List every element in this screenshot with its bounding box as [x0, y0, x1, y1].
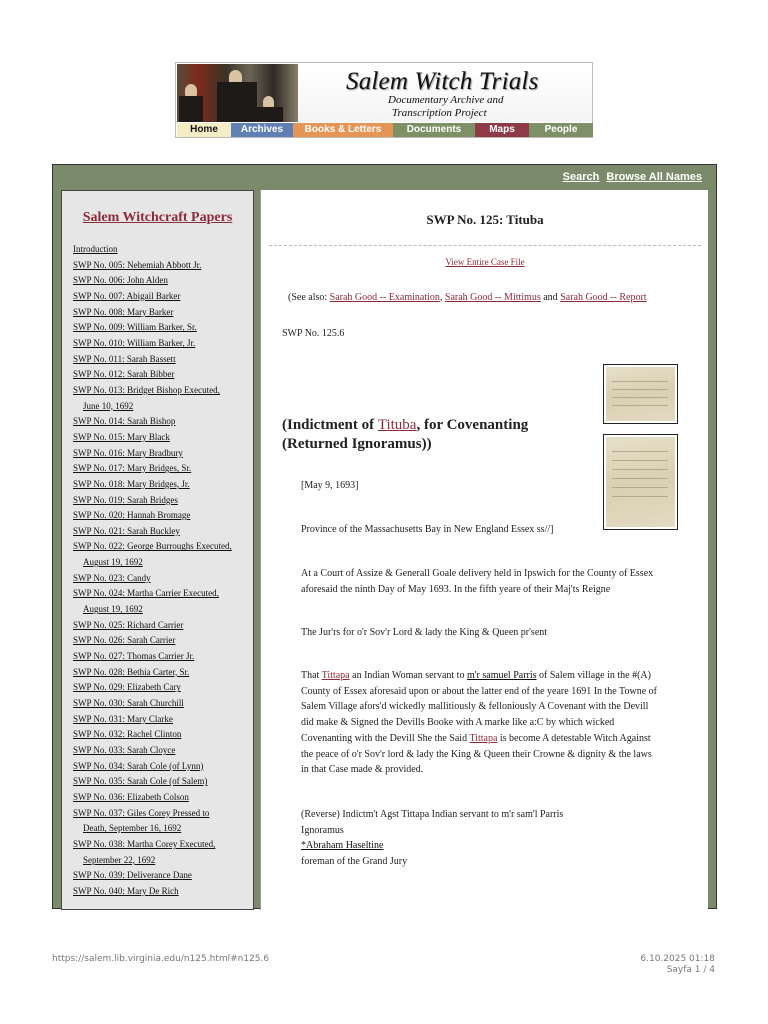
tittapa-link[interactable]: Tittapa: [321, 670, 350, 681]
sidebar-item-label[interactable]: SWP No. 019: Sarah Bridges: [73, 494, 178, 505]
document-title-suffix: , for Covenanting: [416, 417, 529, 433]
sidebar-item[interactable]: [73, 743, 253, 759]
province-line: Province of the Massachusetts Bay in New England Essex ss//]: [301, 524, 554, 535]
abraham-haseltine-link[interactable]: *Abraham Haseltine: [301, 840, 384, 852]
nav-books-letters[interactable]: Books & Letters: [293, 123, 393, 137]
document-title-line2: (Returned Ignoramus)): [282, 436, 432, 452]
sidebar-item-label[interactable]: SWP No. 022: George Burroughs Executed,: [73, 541, 232, 552]
nav-archives[interactable]: Archives: [231, 123, 293, 137]
sidebar-item-label[interactable]: SWP No. 037: Giles Corey Pressed to: [73, 807, 210, 818]
search-link[interactable]: Search: [562, 171, 600, 183]
see-also-link-mittimus[interactable]: Sarah Good -- Mittimus: [444, 292, 541, 303]
paragraph-line: Salem Village afors'd wickedly mallitiously & felloniously A Covenant with the Devill: [301, 701, 649, 713]
sidebar-item[interactable]: [73, 461, 253, 477]
sidebar-item[interactable]: [73, 352, 253, 368]
sidebar-item[interactable]: [73, 774, 253, 790]
nav-people[interactable]: People: [529, 123, 593, 137]
nav-documents[interactable]: Documents: [393, 123, 475, 137]
sidebar-item-label[interactable]: SWP No. 020: Hannah Bromage: [73, 510, 191, 521]
tittapa-link-2[interactable]: Tittapa: [469, 732, 498, 744]
sidebar-item-label[interactable]: SWP No. 031: Mary Clarke: [73, 713, 173, 724]
sidebar-item-label[interactable]: SWP No. 039: Deliverance Dane: [73, 870, 192, 881]
document-number: SWP No. 125.6: [282, 328, 345, 339]
sidebar-item-label[interactable]: SWP No. 040: Mary De Rich: [73, 885, 179, 896]
sidebar-item[interactable]: [73, 586, 253, 617]
reverse-line: Ignoramus: [301, 824, 344, 836]
sidebar-item-label[interactable]: SWP No. 012: Sarah Bibber: [73, 369, 175, 380]
sidebar-item[interactable]: [73, 837, 253, 868]
jurors-line: The Jur'rs for o'r Sov'r Lord & lady the King & Queen pr'sent: [301, 627, 548, 638]
site-title: Salem Witch Trials: [346, 68, 539, 95]
text-span: That: [301, 670, 322, 681]
sidebar-item-label[interactable]: SWP No. 011: Sarah Bassett: [73, 353, 176, 364]
sidebar-item[interactable]: [73, 680, 253, 696]
site-subtitle-line2: Transcription Project: [392, 107, 487, 119]
sidebar-item[interactable]: [73, 273, 253, 289]
court-line: At a Court of Assize & Generall Goale delivery held in Ipswich for the County of Essex: [301, 568, 654, 579]
sidebar-item-label[interactable]: SWP No. 025: Richard Carrier: [73, 619, 184, 630]
sidebar-item[interactable]: [73, 539, 253, 570]
manuscript-thumbnail-2[interactable]: [603, 434, 678, 530]
sidebar-item[interactable]: [73, 430, 253, 446]
banner-painting-image: [177, 64, 298, 122]
sidebar-item-label[interactable]: SWP No. 028: Bethia Carter, Sr.: [73, 666, 190, 677]
browse-all-names-link[interactable]: Browse All Names: [606, 171, 702, 183]
paragraph-line: the peace of o'r Sov'r lord & lady the King & Queen their Crowne & dignity & the laws: [301, 748, 652, 760]
sidebar-item-label-continued[interactable]: Death, September 16, 1692: [83, 823, 182, 834]
sidebar-item[interactable]: [73, 806, 253, 837]
text-span: Covenanting with the Devill She the Said: [301, 732, 470, 744]
sidebar-item-label[interactable]: SWP No. 018: Mary Bridges, Jr.: [73, 478, 190, 489]
sidebar-item[interactable]: [73, 633, 253, 649]
sidebar-item-label-continued[interactable]: September 22, 1692: [83, 854, 156, 865]
sidebar: [61, 190, 254, 910]
sidebar-item-label-continued[interactable]: June 10, 1692: [83, 400, 134, 411]
sidebar-item[interactable]: [73, 618, 253, 634]
sidebar-item[interactable]: [73, 336, 253, 352]
see-also-link-examination[interactable]: Sarah Good -- Examination: [329, 292, 440, 303]
sidebar-item[interactable]: [73, 446, 253, 462]
sidebar-item[interactable]: [73, 477, 253, 493]
text-span: an Indian Woman servant to: [349, 670, 467, 681]
reverse-note: [301, 807, 563, 870]
sidebar-item[interactable]: [73, 790, 253, 806]
see-also-link-report[interactable]: Sarah Good -- Report: [560, 292, 647, 303]
sidebar-item[interactable]: [73, 367, 253, 383]
sidebar-item-label[interactable]: SWP No. 027: Thomas Carrier Jr.: [73, 651, 195, 662]
sidebar-item-label-continued[interactable]: August 19, 1692: [83, 604, 143, 615]
divider: [269, 245, 701, 246]
manuscript-thumbnail-1[interactable]: [603, 364, 678, 424]
sidebar-title-link[interactable]: Salem Witchcraft Papers: [82, 210, 233, 225]
main-navigation: [177, 123, 593, 137]
main-content: [260, 190, 708, 910]
sidebar-item-label[interactable]: SWP No. 032: Rachel Clinton: [73, 729, 182, 740]
sidebar-item[interactable]: [73, 383, 253, 414]
sidebar-item[interactable]: [73, 524, 253, 540]
sidebar-item[interactable]: [73, 414, 253, 430]
manuscript-image: [606, 367, 675, 421]
court-line: aforesaid the ninth Day of May 1693. In the fifth yeare of their Maj'ts Reigne: [301, 583, 611, 595]
sidebar-item[interactable]: [73, 712, 253, 728]
document-title: [282, 416, 528, 454]
sidebar-item[interactable]: [73, 884, 253, 900]
page-title: SWP No. 125: Tituba: [426, 212, 544, 227]
text-span: of Salem village in the #(A): [536, 670, 651, 681]
top-links: [559, 171, 702, 183]
paragraph-line: County of Essex aforesaid upon or about the latter end of the yeare 1691 In the Towne of: [301, 685, 657, 697]
sidebar-item-label[interactable]: SWP No. 029: Elizabeth Cary: [73, 682, 181, 693]
site-banner: [175, 62, 593, 138]
sidebar-item[interactable]: [73, 759, 253, 775]
sidebar-item-label[interactable]: SWP No. 035: Sarah Cole (of Salem): [73, 776, 208, 787]
see-also-prefix: (See also:: [288, 292, 330, 303]
sidebar-item[interactable]: [73, 242, 253, 258]
see-also-separator: ,: [439, 292, 445, 303]
content-frame: [52, 164, 717, 909]
print-footer-url: https://salem.lib.virginia.edu/n125.html#n125.6: [52, 954, 270, 964]
sidebar-item-label[interactable]: SWP No. 021: Sarah Buckley: [73, 525, 180, 536]
sidebar-item[interactable]: [73, 493, 253, 509]
print-footer-datetime: 6.10.2025 01:18: [640, 954, 715, 964]
court-paragraph: [301, 566, 653, 597]
document-date: [May 9, 1693]: [301, 480, 359, 491]
sidebar-item[interactable]: [73, 320, 253, 336]
paragraph-line: in that Case made & provided.: [301, 764, 424, 776]
see-also-and: and: [540, 292, 561, 303]
paragraph-line: did make & Signed the Devills Booke with A marke like a:C by which wicked: [301, 717, 615, 729]
sidebar-item-label[interactable]: SWP No. 036: Elizabeth Colson: [73, 791, 189, 802]
sidebar-item[interactable]: [73, 571, 253, 587]
manuscript-image: [606, 437, 675, 527]
tituba-link[interactable]: Tituba: [377, 417, 417, 433]
reverse-line: foreman of the Grand Jury: [301, 856, 408, 868]
sidebar-item[interactable]: [73, 727, 253, 743]
sidebar-item[interactable]: [73, 305, 253, 321]
sidebar-item-label[interactable]: SWP No. 014: Sarah Bishop: [73, 416, 176, 427]
sidebar-item-label[interactable]: SWP No. 026: Sarah Carrier: [73, 635, 176, 646]
reverse-line: (Reverse) Indictm't Agst Tittapa Indian servant to m'r sam'l Parris: [301, 809, 564, 820]
sidebar-item-label[interactable]: SWP No. 007: Abigail Barker: [73, 290, 181, 301]
sidebar-item[interactable]: [73, 868, 253, 884]
view-case-file-link[interactable]: View Entire Case File: [445, 257, 525, 267]
sidebar-item-label[interactable]: SWP No. 030: Sarah Churchill: [73, 698, 184, 709]
sidebar-item-label[interactable]: SWP No. 009: William Barker, Sr.: [73, 322, 197, 333]
sidebar-item-label[interactable]: SWP No. 034: Sarah Cole (of Lynn): [73, 760, 204, 771]
samuel-parris-link[interactable]: m'r samuel Parris: [466, 670, 537, 681]
sidebar-item-label[interactable]: SWP No. 010: William Barker, Jr.: [73, 337, 196, 348]
sidebar-item[interactable]: [73, 289, 253, 305]
sidebar-list: [73, 242, 253, 900]
print-footer-page: Sayfa 1 / 4: [666, 965, 715, 975]
text-span: is become A detestable Witch Against: [497, 732, 651, 744]
sidebar-item[interactable]: [73, 649, 253, 665]
sidebar-item[interactable]: [73, 258, 253, 274]
sidebar-item-label[interactable]: SWP No. 033: Sarah Cloyce: [73, 745, 176, 755]
sidebar-item-label[interactable]: SWP No. 038: Martha Corey Executed,: [73, 838, 216, 849]
nav-maps[interactable]: Maps: [475, 123, 529, 137]
sidebar-item-label[interactable]: SWP No. 008: Mary Barker: [73, 306, 174, 317]
sidebar-item[interactable]: [73, 665, 253, 681]
sidebar-item[interactable]: [73, 508, 253, 524]
site-subtitle-line1: Documentary Archive and: [388, 94, 504, 106]
banner-title-area: [298, 64, 592, 122]
indictment-paragraph: [301, 668, 657, 778]
document-title-prefix: (Indictment of: [282, 417, 378, 433]
sidebar-item-label[interactable]: SWP No. 023: Candy: [73, 572, 151, 583]
sidebar-item-label[interactable]: SWP No. 017: Mary Bridges, Sr.: [73, 463, 192, 474]
nav-home[interactable]: Home: [177, 123, 231, 137]
sidebar-item-label[interactable]: SWP No. 005: Nehemiah Abbott Jr.: [73, 259, 202, 270]
sidebar-item-label[interactable]: SWP No. 013: Bridget Bishop Executed,: [73, 384, 220, 395]
sidebar-item[interactable]: [73, 696, 253, 712]
sidebar-item-label[interactable]: Introduction: [73, 244, 118, 254]
see-also-line: [288, 292, 647, 303]
sidebar-item-label[interactable]: SWP No. 024: Martha Carrier Executed,: [73, 588, 219, 599]
sidebar-item-label[interactable]: SWP No. 006: John Alden: [73, 275, 168, 286]
sidebar-item-label[interactable]: SWP No. 015: Mary Black: [73, 431, 170, 442]
sidebar-item-label[interactable]: SWP No. 016: Mary Bradbury: [73, 447, 183, 458]
sidebar-item-label-continued[interactable]: August 19, 1692: [83, 557, 143, 568]
